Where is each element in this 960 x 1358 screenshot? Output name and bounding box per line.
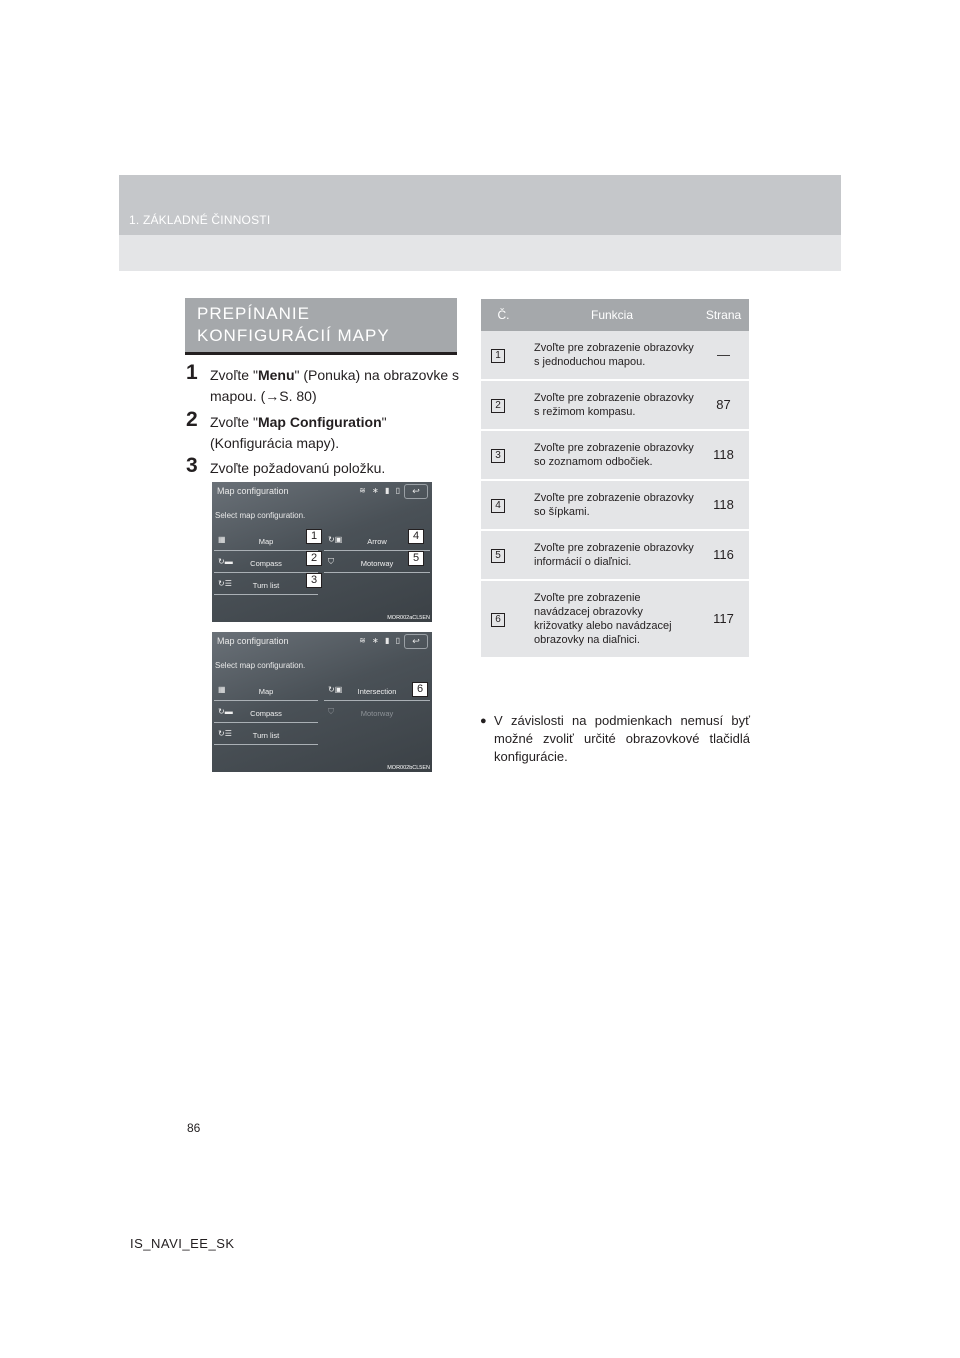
row-description: Zvoľte pre zobrazenie obrazovky so zoznamom odbočiek. [526,430,698,480]
step-1 [186,361,460,407]
document-code: IS_NAVI_EE_SK [130,1236,235,1251]
back-icon: ↩ [404,484,428,499]
row-number-cell [481,480,526,530]
screen-subtitle: Select map configuration. [215,511,306,520]
row-description: Zvoľte pre zobrazenie obrazovky informácií o diaľnici. [526,530,698,580]
table-row [481,480,749,530]
map-icon: ▦ [218,535,226,544]
row-number-cell [481,430,526,480]
row-number-cell [481,380,526,430]
screen-title: Map configuration [217,636,289,646]
step-text: Zvoľte "Menu" (Ponuka) na obrazovke s mapou. (→S. 80) [210,367,460,404]
screen-title: Map configuration [217,486,289,496]
table-row [481,380,749,430]
section-title: PREPÍNANIE KONFIGURÁCIÍ MAPY [197,304,390,345]
row-description: Zvoľte pre zobrazenie navádzacej obrazovky križovatky alebo navádzacej obrazovky na diaľnici. [526,580,698,658]
arrow-icon: ↻▣ [328,535,343,544]
motorway-button: ⛉ Motorway [324,554,430,573]
callout-badge-3: 3 [306,573,322,588]
step-number: 2 [186,408,198,431]
row-number: 5 [491,549,505,563]
row-number: 1 [491,349,505,363]
step-3 [186,454,460,479]
row-page: — [698,331,749,380]
step-2 [186,408,460,454]
row-number-cell [481,530,526,580]
status-icons: ≋ ∗ ▮ ▯ [359,486,402,495]
motorway-button-disabled: ⛉ Motorway [328,707,394,718]
map-icon: ▦ [218,685,226,694]
arrow-button: ↻▣ Arrow [324,532,430,551]
row-page: 116 [698,530,749,580]
row-number: 4 [491,499,505,513]
table-row [481,580,749,658]
page-number: 86 [187,1121,201,1135]
callout-badge-4: 4 [408,529,424,544]
row-page: 87 [698,380,749,430]
table-header-row [481,299,749,331]
table-row [481,331,749,380]
section-label: 1. ZÁKLADNÉ ČINNOSTI [129,213,271,227]
row-number-cell [481,580,526,658]
motorway-icon: ⛉ [328,707,334,716]
header-band [119,175,841,271]
bullet-icon: ● [480,715,487,727]
map-configuration-screenshot-2 [212,632,432,772]
compass-icon: ↻▬ [218,557,233,566]
row-description: Zvoľte pre zobrazenie obrazovky s jednoduchou mapou. [526,331,698,380]
row-number: 6 [491,613,505,627]
compass-button: ↻▬ Compass [214,554,318,573]
column-header-page: Strana [698,299,749,331]
table-row [481,530,749,580]
step-number: 1 [186,361,198,384]
column-header-number: Č. [481,299,526,331]
back-icon: ↩ [404,634,428,649]
row-number-cell [481,331,526,380]
map-button: ▦ Map [214,532,318,551]
section-title-box [185,298,457,355]
compass-icon: ↻▬ [218,707,233,716]
function-table [481,299,749,659]
row-number: 2 [491,399,505,413]
row-description: Zvoľte pre zobrazenie obrazovky s režimom kompasu. [526,380,698,430]
header-top [119,175,841,235]
turn-list-button: ↻☰ Turn list [214,576,318,595]
callout-badge-2: 2 [306,551,322,566]
callout-badge-5: 5 [408,551,424,566]
compass-button: ↻▬ Compass [214,704,318,723]
row-page: 117 [698,580,749,658]
intersection-button: ↻▣ Intersection [324,682,430,701]
column-header-function: Funkcia [526,299,698,331]
callout-badge-6: 6 [412,682,428,697]
turn-list-button: ↻☰ Turn list [214,726,318,745]
motorway-icon: ⛉ [328,557,334,566]
map-configuration-screenshot-1 [212,482,432,622]
step-text: Zvoľte "Map Configuration" (Konfigurácia mapy). [210,414,387,451]
step-text: Zvoľte požadovanú položku. [210,460,386,476]
intersection-icon: ↻▣ [328,685,343,694]
row-page: 118 [698,480,749,530]
callout-badge-1: 1 [306,529,322,544]
screen-subtitle: Select map configuration. [215,661,306,670]
note-text: V závislosti na podmienkach nemusí byť možné zvoliť určité obrazovkové tlačidlá konfigurácie. [494,713,750,764]
turn-list-icon: ↻☰ [218,579,232,588]
figure-code: MOR002bCL5EN [387,765,430,771]
row-number: 3 [491,449,505,463]
map-button: ▦ Map [214,682,318,701]
turn-list-icon: ↻☰ [218,729,232,738]
row-page: 118 [698,430,749,480]
status-icons: ≋ ∗ ▮ ▯ [359,636,402,645]
table-row [481,430,749,480]
step-number: 3 [186,454,198,477]
row-description: Zvoľte pre zobrazenie obrazovky so šípkami. [526,480,698,530]
note [480,712,750,766]
figure-code: MOR002aCL5EN [387,615,430,621]
